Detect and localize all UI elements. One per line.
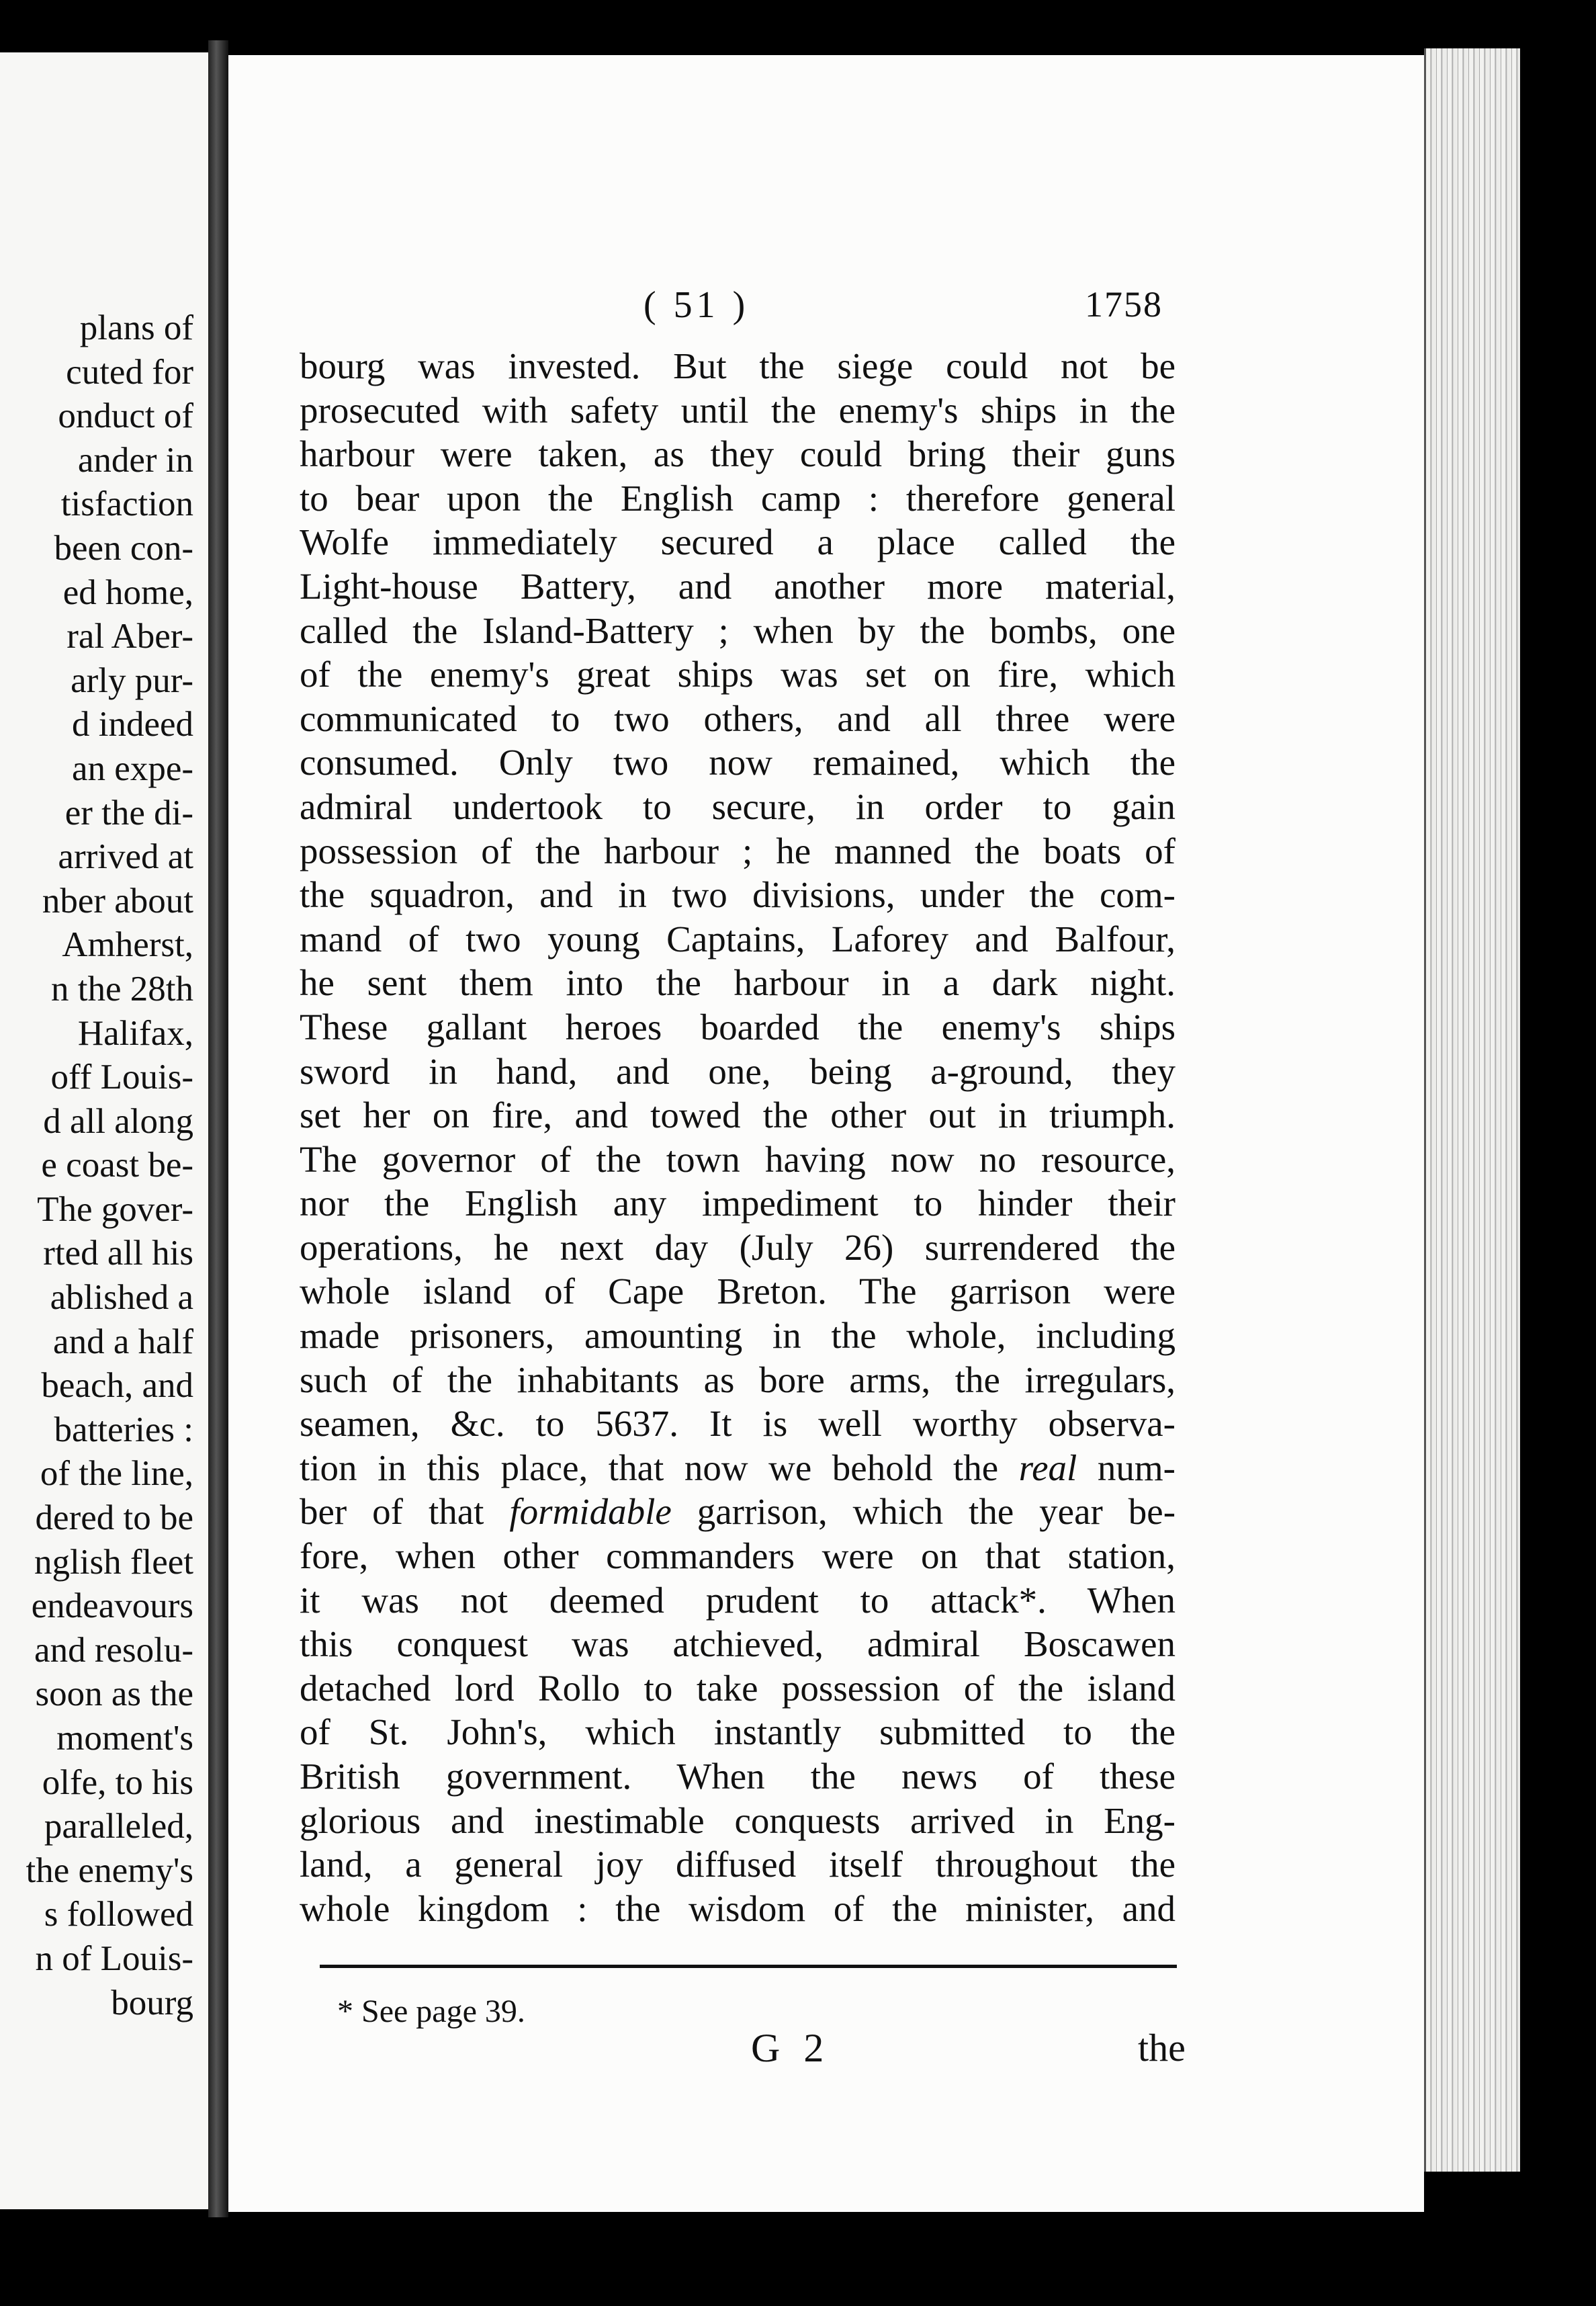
text-line: this conquest was atchieved, admiral Boscawen (300, 1623, 1176, 1665)
text-line: mand of two young Captains, Laforey and Balfour, (300, 918, 1176, 959)
left-text-line: off Louis- (50, 1058, 193, 1097)
left-text-line: ed home, (62, 572, 193, 612)
left-text-line: ablished a (50, 1278, 193, 1318)
left-text-line: Amherst, (62, 925, 193, 965)
left-text-line: been con- (54, 528, 193, 568)
text-line: harbour were taken, as they could bring their guns (300, 433, 1176, 475)
left-text-line: beach, and (41, 1366, 193, 1406)
running-year: 1758 (1085, 284, 1163, 325)
text-line: possession of the harbour ; he manned the boats of (300, 830, 1176, 871)
left-text-line: nber about (42, 881, 193, 921)
text-line: detached lord Rollo to take possession of the island (300, 1667, 1176, 1709)
text-line: fore, when other commanders were on that station, (300, 1535, 1176, 1577)
left-text-line: arrived at (58, 837, 193, 877)
catchword: the (1138, 2026, 1186, 2069)
signature-mark: G 2 (751, 2026, 831, 2070)
text-line: to bear upon the English camp : therefore general (300, 477, 1176, 519)
left-text-line: n the 28th (51, 969, 193, 1009)
text-line: whole kingdom : the wisdom of the minister, and (300, 1887, 1176, 1929)
text-line: admiral undertook to secure, in order to gain (300, 785, 1176, 827)
text-line: land, a general joy diffused itself throughout the (300, 1844, 1176, 1885)
text-line: it was not deemed prudent to attack*. When (300, 1579, 1176, 1621)
left-text-line: moment's (56, 1719, 193, 1758)
text-line: set her on fire, and towed the other out in triumph. (300, 1095, 1176, 1136)
page-edges (1424, 48, 1520, 2172)
text-line: the squadron, and in two divisions, under the com- (300, 874, 1176, 916)
footnote-rule (320, 1965, 1177, 1968)
left-text-line: arly pur- (71, 660, 193, 700)
text-line: seamen, &c. to 5637. It is well worthy observa- (300, 1403, 1176, 1445)
main-page (228, 55, 1424, 2212)
footnote: * See page 39. (337, 1994, 525, 2029)
left-text-line: nglish fleet (34, 1542, 193, 1582)
text-line: of the enemy's great ships was set on fire, which (300, 654, 1176, 695)
text-line: Light-house Battery, and another more material, (300, 565, 1176, 607)
text-line: bourg was invested. But the siege could not be (300, 345, 1176, 386)
left-text-line: d all along (43, 1101, 193, 1141)
text-line: called the Island-Battery ; when by the bombs, one (300, 609, 1176, 651)
left-text-line: bourg (111, 1983, 193, 2022)
left-text-line: e coast be- (41, 1146, 193, 1185)
left-text-line: olfe, to his (42, 1762, 193, 1802)
page-number: ( 51 ) (644, 284, 750, 326)
left-text-line: paralleled, (44, 1807, 193, 1846)
left-page-text (0, 306, 193, 2025)
left-text-line: endeavours (31, 1586, 193, 1626)
left-text-line: dered to be (35, 1498, 193, 1538)
text-line: The governor of the town having now no resource, (300, 1138, 1176, 1180)
running-header (228, 284, 1424, 331)
left-text-line: cuted for (66, 352, 193, 392)
left-facing-page (0, 52, 208, 2209)
left-text-line: plans of (79, 308, 193, 347)
left-text-line: and a half (53, 1322, 193, 1361)
left-text-line: onduct of (58, 396, 193, 436)
left-text-line: n of Louis- (35, 1938, 193, 1978)
text-line: prosecuted with safety until the enemy's ships in the (300, 389, 1176, 431)
text-line: nor the English any impediment to hinder their (300, 1183, 1176, 1224)
text-line: glorious and inestimable conquests arrived in Eng- (300, 1799, 1176, 1841)
left-text-line: The gover- (37, 1189, 193, 1229)
text-line: tion in this place, that now we behold the real num- (300, 1447, 1176, 1488)
text-line: operations, he next day (July 26) surrendered the (300, 1226, 1176, 1268)
left-text-line: s followed (44, 1895, 193, 1934)
text-line: Wolfe immediately secured a place called the (300, 521, 1176, 563)
text-line: sword in hand, and one, being a-ground, they (300, 1050, 1176, 1092)
text-line: consumed. Only two now remained, which the (300, 742, 1176, 783)
text-line: These gallant heroes boarded the enemy's ships (300, 1006, 1176, 1048)
left-text-line: er the di- (64, 793, 193, 832)
left-text-line: soon as the (35, 1674, 193, 1714)
left-text-line: Halifax, (77, 1013, 193, 1053)
left-text-line: batteries : (54, 1410, 193, 1449)
left-text-line: and resolu- (34, 1630, 193, 1670)
left-text-line: of the line, (40, 1454, 193, 1494)
left-text-line: ander in (77, 440, 193, 480)
text-line: British government. When the news of these (300, 1756, 1176, 1797)
left-text-line: ral Aber- (66, 617, 193, 656)
left-text-line: rted all his (43, 1234, 193, 1273)
left-text-line: d indeed (71, 705, 193, 744)
left-text-line: the enemy's (26, 1850, 193, 1890)
text-line: of St. John's, which instantly submitted to the (300, 1711, 1176, 1753)
text-line: he sent them into the harbour in a dark night. (300, 962, 1176, 1004)
book-gutter (208, 40, 228, 2217)
left-text-line: tisfaction (60, 484, 193, 524)
text-line: made prisoners, amounting in the whole, including (300, 1315, 1176, 1357)
text-line: communicated to two others, and all three were (300, 697, 1176, 739)
text-line: ber of that formidable garrison, which the year be- (300, 1491, 1176, 1533)
text-line: such of the inhabitants as bore arms, the irregulars, (300, 1359, 1176, 1400)
body-text (300, 344, 1176, 1930)
text-line: whole island of Cape Breton. The garrison were (300, 1271, 1176, 1312)
left-text-line: an expe- (72, 749, 193, 788)
